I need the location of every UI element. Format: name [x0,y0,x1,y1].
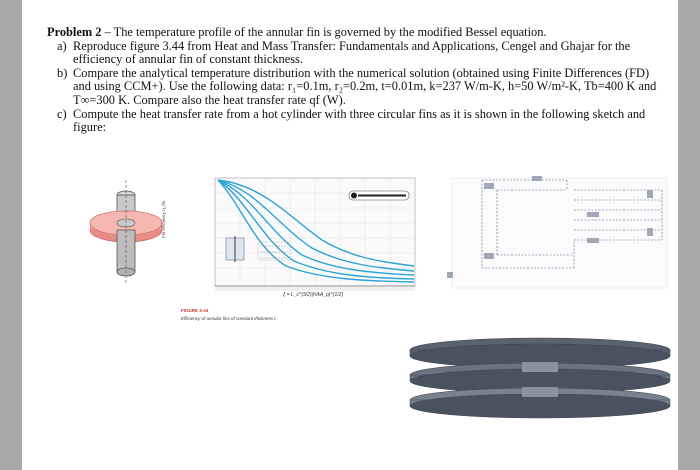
part-c-text: Compute the heat transfer rate from a hot cylinder with three circular fins as it is shown in the following sketch and figure: [73,106,646,135]
part-b-text: Compare the analytical temperature distribution with the numerical solution (obtained using Finite Differences (FD) and using CCM+). Use the following data: r₁=0.1m, r₂=0.2m, t=0.01m, k=237 W/m-K, h=50 W/m²-K, Tb=400 K and T∞=300 K. Compare also the heat transfer rate qf (W). [73,65,657,107]
three-fin-dimension-sketch [447,176,667,288]
figure-caption-text: Efficiency of annular fins of constant thickness t. [181,316,277,321]
part-a-text: Reproduce figure 3.44 from Heat and Mass Transfer: Fundamentals and Applications, Cengel and Ghajar for the efficiency of annular fin of constant thickness. [73,38,631,67]
figure-caption-number: FIGURE 3-44 [181,308,209,313]
part-b-label: b) [57,65,68,80]
x-axis-label: ξ = L_c^{3/2}(h/kA_p)^{1/2} [283,292,344,298]
part-c-label: c) [57,106,67,121]
figures-svg [22,0,678,470]
three-fin-render [410,338,670,418]
figures-area [22,0,678,470]
problem-title-rest: – The temperature profile of the annular fin is governed by the modified Bessel equation. [101,25,547,39]
document-page [22,0,678,470]
problem-title-bold: Problem 2 [47,25,102,39]
efficiency-chart [215,178,415,291]
annular-fin-sketch [90,180,162,285]
y-axis-label: Fin efficiency η_fin [161,200,166,238]
part-a-label: a) [57,38,67,53]
